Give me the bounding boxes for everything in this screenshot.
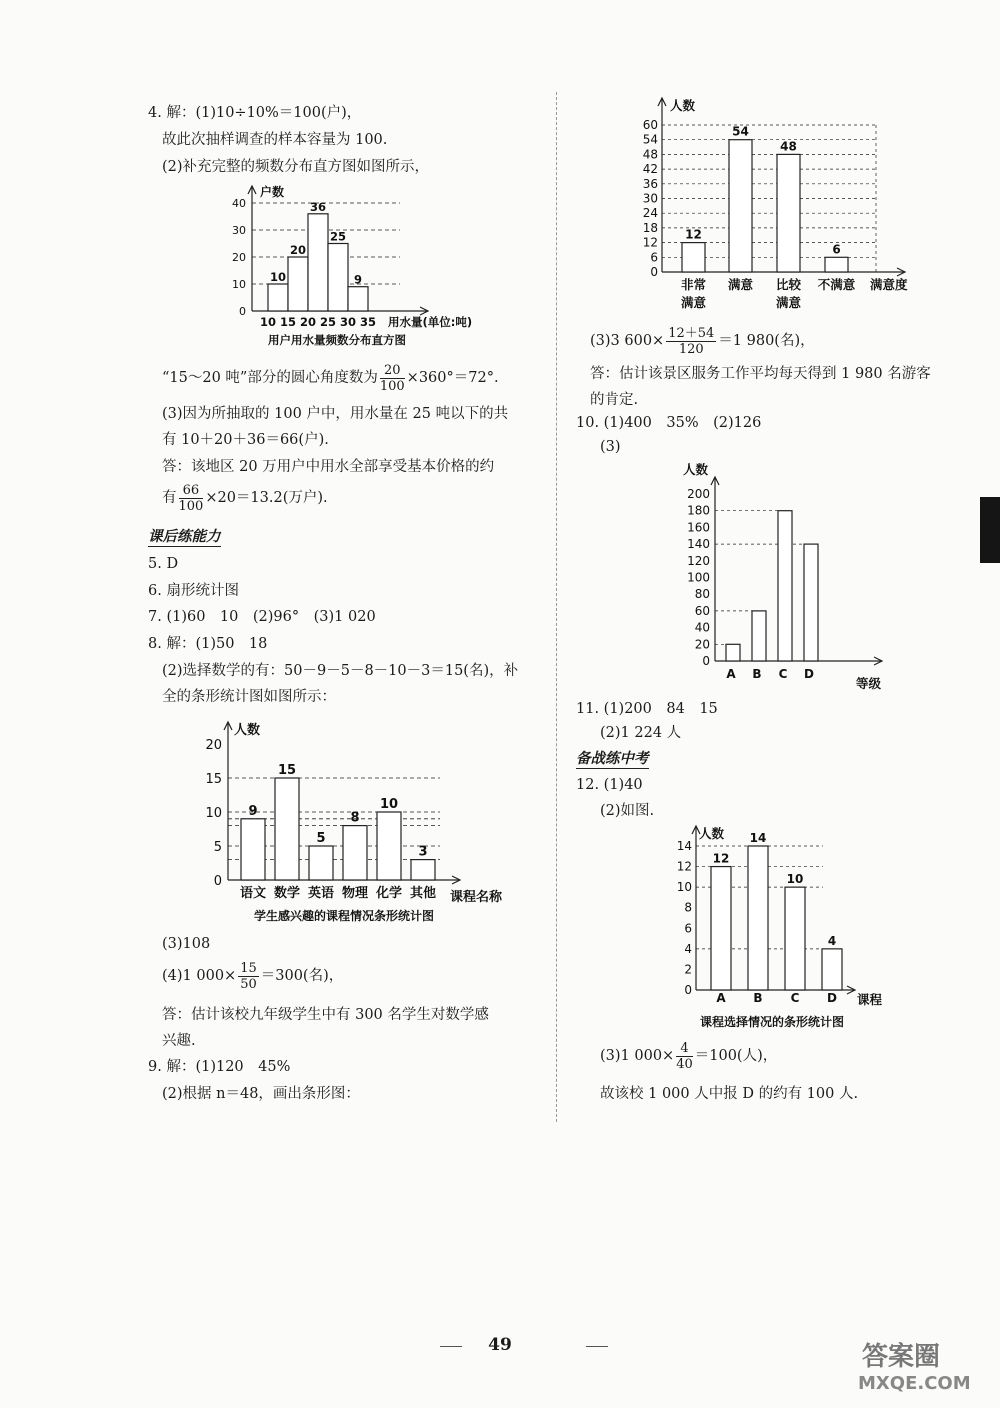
q12-part1: 12. (1)40 xyxy=(576,777,643,793)
x-tick-label: A xyxy=(726,667,736,681)
x-tick-label: 语文 xyxy=(239,886,267,901)
y-tick-label: 20 xyxy=(205,738,222,753)
q12-part3: (3)1 000× $\frac{4}{40}$ ＝100(人)， xyxy=(600,1040,778,1072)
section-exam-prep: 备战练中考 xyxy=(576,750,649,767)
bar-value-label: 9 xyxy=(248,803,258,819)
bar-value-label: 48 xyxy=(780,139,797,154)
bar xyxy=(711,867,731,990)
x-axis-label: 等级 xyxy=(856,676,882,691)
x-tick-label: B xyxy=(753,991,763,1005)
y-tick-label: 120 xyxy=(687,553,710,568)
q4-part1: 4. 解：(1)10÷10%＝100(户)， xyxy=(148,105,362,121)
watermark-logo: 答案圈 xyxy=(862,1342,941,1372)
y-tick-label: 80 xyxy=(694,587,710,602)
section-after-class: 课后练能力 xyxy=(148,528,221,545)
y-tick-label: 10 xyxy=(205,806,222,821)
x-tick-label: 30 xyxy=(339,315,357,329)
q7: 7. (1)60 10 (2)96° (3)1 020 xyxy=(148,609,376,625)
q9-part3: (3)3 600× $\frac{12+54}{120}$ ＝1 980(名)， xyxy=(590,325,815,357)
bar-value-label: 54 xyxy=(732,124,749,139)
x-tick-label: 物理 xyxy=(341,886,369,901)
y-tick-label: 8 xyxy=(684,900,692,915)
y-tick-label: 5 xyxy=(213,840,222,855)
q8-part3: (3)108 xyxy=(162,936,211,952)
y-tick-label: 4 xyxy=(684,941,692,956)
y-tick-label: 0 xyxy=(650,265,658,279)
y-tick-label: 0 xyxy=(684,983,692,997)
y-tick-label: 14 xyxy=(676,839,692,853)
bar-value-label: 10 xyxy=(786,872,804,887)
y-tick-label: 100 xyxy=(687,570,710,585)
x-tick-label: 化学 xyxy=(375,886,403,901)
y-tick-label: 18 xyxy=(642,220,658,235)
y-tick-label: 20 xyxy=(694,637,710,652)
x-axis-label: 用水量(单位:吨) xyxy=(388,315,473,329)
y-axis-label: 户数 xyxy=(260,185,285,199)
x-axis-label: 满意度 xyxy=(870,277,908,292)
y-axis-label: 人数 xyxy=(670,98,696,113)
q11-part1: 11. (1)200 84 15 xyxy=(576,701,718,717)
y-tick-label: 30 xyxy=(232,224,246,237)
y-tick-label: 0 xyxy=(239,305,246,318)
x-tick-label: B xyxy=(752,667,762,681)
bar xyxy=(748,846,768,990)
x-tick-label: 非常 xyxy=(680,277,707,292)
page-number: 49 xyxy=(488,1335,512,1355)
y-tick-label: 6 xyxy=(650,250,658,265)
x-tick-label: 不满意 xyxy=(817,277,856,292)
q4-part3-a: (3)因为所抽取的 100 户中，用水量在 25 吨以下的共 xyxy=(162,406,509,422)
q8-answer-a: 答：估计该校九年级学生中有 300 名学生对数学感 xyxy=(162,1007,489,1023)
q4-answer-b: 有 $\frac{66}{100}$ ×20＝13.2(万户). xyxy=(162,482,328,514)
y-tick-label: 60 xyxy=(694,603,710,618)
bar-value-label: 20 xyxy=(289,243,307,257)
x-axis-label: 课程名称 xyxy=(450,890,503,905)
bar-value-label: 15 xyxy=(277,763,297,778)
y-axis-label: 人数 xyxy=(699,826,725,841)
bar xyxy=(822,949,842,990)
x-tick-label: 满意 xyxy=(680,295,707,310)
q5: 5. D xyxy=(148,556,179,572)
bar-value-label: 12 xyxy=(685,227,702,242)
y-tick-label: 40 xyxy=(694,620,710,635)
bar-value-label: 6 xyxy=(832,242,841,257)
y-tick-label: 10 xyxy=(232,278,246,291)
q9-part2: (2)根据 n＝48，画出条形图： xyxy=(162,1086,360,1102)
y-tick-label: 24 xyxy=(642,206,658,221)
x-tick-label: D xyxy=(827,991,837,1005)
bar-value-label: 36 xyxy=(309,199,327,214)
y-tick-label: 200 xyxy=(687,487,710,501)
y-tick-label: 6 xyxy=(684,921,692,936)
q10-part1: 10. (1)400 35% (2)126 xyxy=(576,415,762,431)
x-tick-label: 20 xyxy=(299,315,317,329)
q8-part2-a: (2)选择数学的有：50－9－5－8－10－3＝15(名)，补 xyxy=(162,663,519,679)
y-tick-label: 15 xyxy=(205,772,222,787)
chart-title: 学生感兴趣的课程情况条形统计图 xyxy=(254,909,435,923)
x-tick-label: C xyxy=(778,667,788,681)
bar-value-label: 25 xyxy=(329,229,347,244)
y-tick-label: 180 xyxy=(687,503,710,518)
y-tick-label: 40 xyxy=(232,197,246,210)
q4-part2: (2)补充完整的频数分布直方图如图所示， xyxy=(162,159,430,175)
bar-value-label: 12 xyxy=(712,851,730,866)
y-tick-label: 140 xyxy=(687,537,710,552)
q4-angle: “15～20 吨”部分的圆心角度数为 $\frac{20}{100}$ ×360°＝72°. xyxy=(162,362,499,394)
q9-part1: 9. 解：(1)120 45% xyxy=(148,1059,291,1075)
x-tick-label: D xyxy=(804,667,814,681)
x-tick-label: 满意 xyxy=(727,277,754,292)
q4-part3-b: 有 10＋20＋36＝66(户). xyxy=(162,432,329,448)
bar-value-label: 14 xyxy=(749,831,767,845)
x-axis-label: 课程 xyxy=(857,992,883,1007)
x-tick-label: A xyxy=(716,991,726,1005)
y-tick-label: 54 xyxy=(642,132,658,147)
x-tick-label: 比较 xyxy=(775,277,802,292)
y-axis-label: 人数 xyxy=(683,462,709,477)
y-tick-label: 160 xyxy=(687,520,710,535)
bar-value-label: 8 xyxy=(350,810,360,826)
q6: 6. 扇形统计图 xyxy=(148,583,239,599)
bar-value-label: 3 xyxy=(418,844,428,860)
bar-value-label: 4 xyxy=(827,933,837,948)
q4-sample-size: 故此次抽样调查的样本容量为 100. xyxy=(162,132,388,148)
bar-value-label: 5 xyxy=(316,831,326,846)
x-tick-label: 英语 xyxy=(307,886,335,901)
q9-answer-a: 答：估计该景区服务工作平均每天得到 1 980 名游客 xyxy=(590,366,931,382)
x-tick-label: 25 xyxy=(319,315,337,329)
q9-answer-b: 的肯定. xyxy=(590,392,639,408)
q10-part3: (3) xyxy=(600,439,621,455)
q8-answer-b: 兴趣. xyxy=(162,1033,196,1049)
bar-value-label: 10 xyxy=(269,270,287,284)
y-tick-label: 42 xyxy=(642,162,658,177)
y-tick-label: 12 xyxy=(642,235,658,250)
x-tick-label: 35 xyxy=(359,315,377,329)
y-tick-label: 0 xyxy=(702,654,710,668)
x-tick-label: 10 xyxy=(259,315,277,329)
q8-part1: 8. 解：(1)50 18 xyxy=(148,636,268,652)
y-axis-label: 人数 xyxy=(234,723,261,738)
x-tick-label: 15 xyxy=(279,315,297,329)
q8-part4: (4)1 000× $\frac{15}{50}$ ＝300(名)， xyxy=(162,960,344,992)
x-tick-label: 数学 xyxy=(273,886,301,901)
q12-answer: 故该校 1 000 人中报 D 的约有 100 人. xyxy=(600,1086,859,1102)
q11-part2: (2)1 224 人 xyxy=(600,725,682,741)
y-tick-label: 60 xyxy=(642,118,658,132)
watermark-url: MXQE.COM xyxy=(858,1373,971,1394)
y-tick-label: 0 xyxy=(213,874,222,889)
y-tick-label: 2 xyxy=(684,962,692,977)
x-tick-label: C xyxy=(790,991,800,1005)
chart-title: 课程选择情况的条形统计图 xyxy=(700,1015,845,1029)
x-tick-label: 满意 xyxy=(775,295,802,310)
x-tick-label: 其他 xyxy=(409,886,437,901)
q12-part2: (2)如图. xyxy=(600,803,655,819)
q8-part2-b: 全的条形统计图如图所示： xyxy=(162,689,336,705)
y-tick-label: 20 xyxy=(232,251,246,264)
y-tick-label: 36 xyxy=(642,176,658,191)
y-tick-label: 48 xyxy=(642,147,658,162)
bar-value-label: 10 xyxy=(379,797,399,812)
chart-title: 用户用水量频数分布直方图 xyxy=(268,333,406,347)
bar-value-label: 9 xyxy=(353,272,363,287)
bar xyxy=(785,887,805,990)
y-tick-label: 30 xyxy=(642,191,658,206)
y-tick-label: 12 xyxy=(676,859,692,874)
q4-answer-a: 答：该地区 20 万用户中用水全部享受基本价格的约 xyxy=(162,459,495,475)
y-tick-label: 10 xyxy=(676,880,692,895)
